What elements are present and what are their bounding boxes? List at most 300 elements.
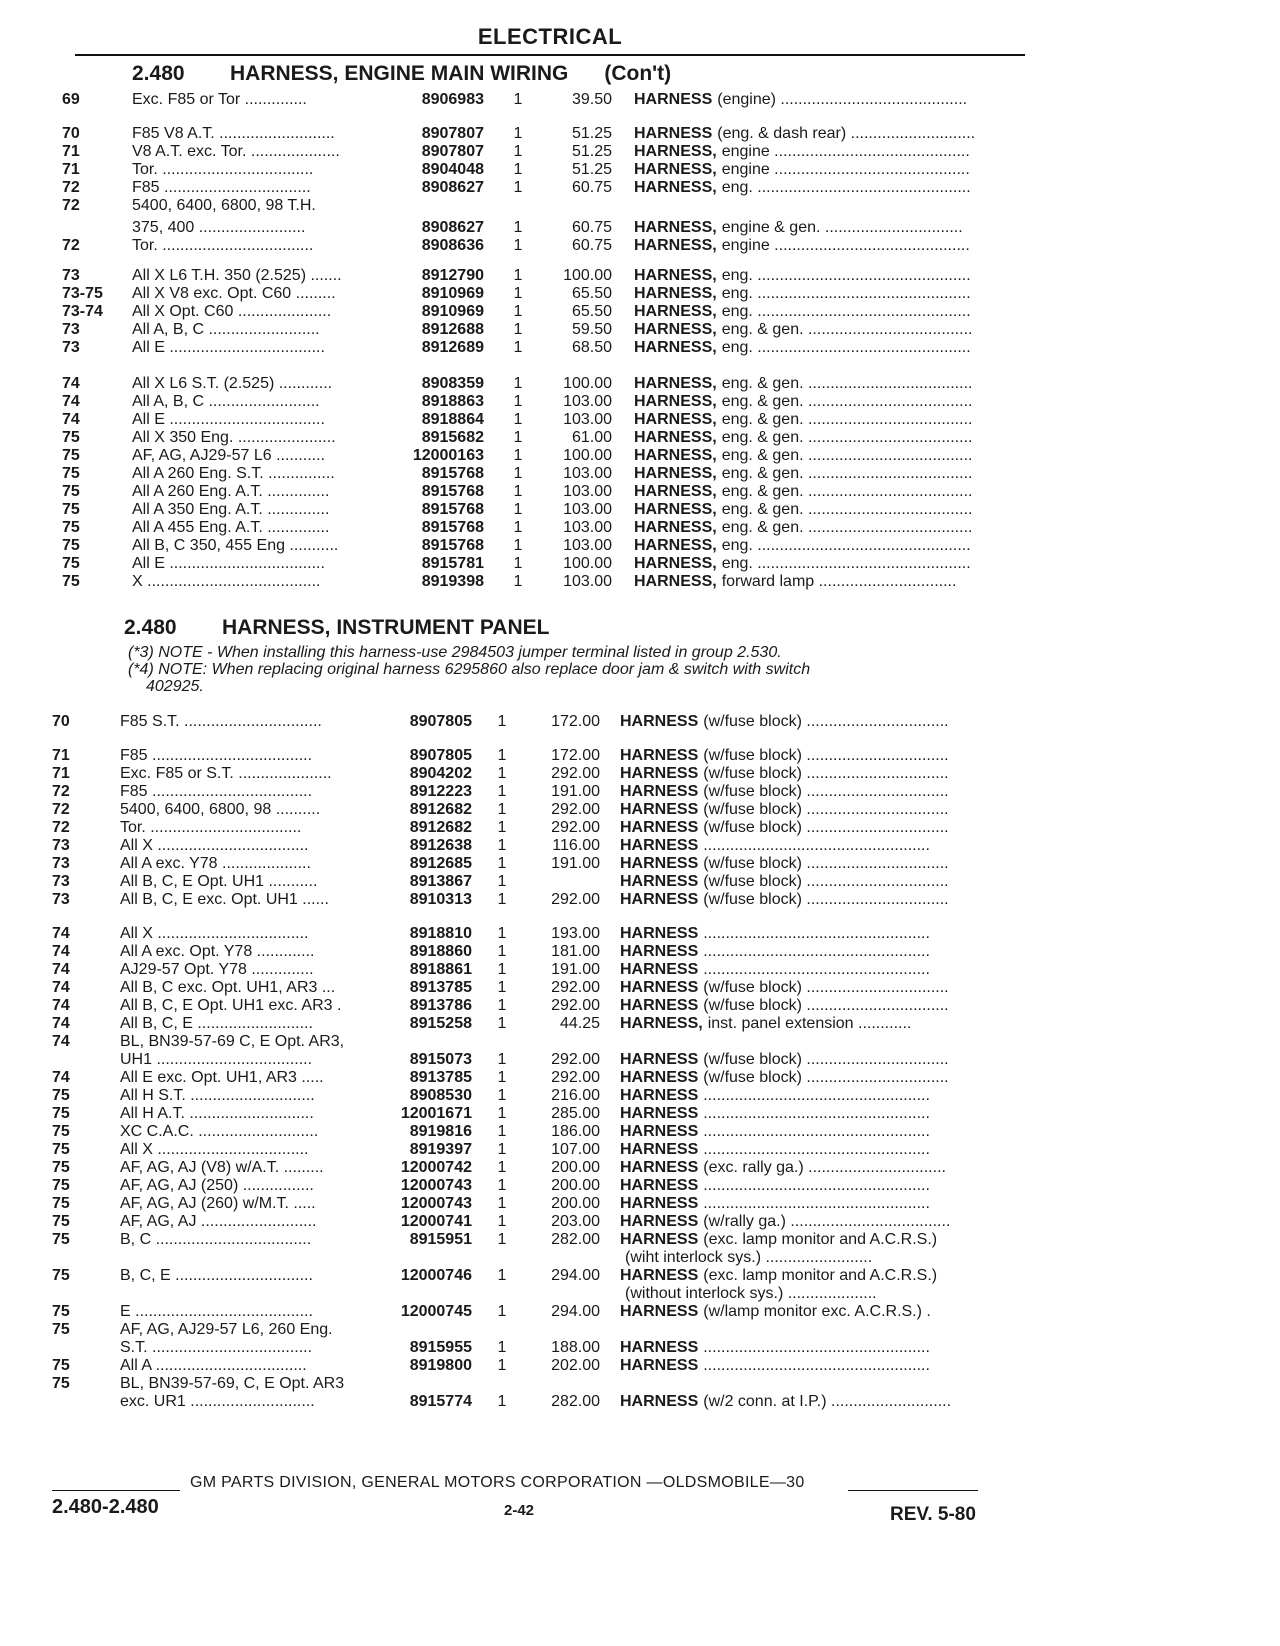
description	[634, 196, 984, 215]
part-number: 8915682	[421, 429, 484, 446]
price: 100.00	[563, 267, 612, 284]
application: Tor. ..................................	[132, 161, 314, 178]
quantity: 1	[513, 573, 523, 590]
application: XC C.A.C. ...........................	[120, 1123, 319, 1140]
table-row	[0, 1338, 1000, 1357]
quantity: 1	[497, 873, 507, 890]
description	[620, 712, 982, 731]
model-year: 73	[62, 339, 80, 356]
description-detail: ...................................................	[703, 925, 930, 942]
price: 61.00	[571, 429, 612, 446]
table-row	[0, 124, 1000, 143]
price: 285.00	[551, 1105, 600, 1122]
price: 191.00	[551, 961, 600, 978]
table-row	[0, 1356, 1000, 1375]
quantity: 1	[497, 765, 507, 782]
description-detail: forward lamp ...............................	[721, 573, 957, 590]
price: 188.00	[551, 1339, 600, 1356]
part-number: 8912790	[421, 267, 484, 284]
description-detail: (w/fuse block) ................................	[703, 873, 949, 890]
part-number: 8918810	[409, 925, 472, 942]
price: 200.00	[551, 1177, 600, 1194]
quantity: 1	[513, 375, 523, 392]
table-row	[0, 410, 1000, 429]
description-detail: eng. & gen. .....................................	[721, 465, 973, 482]
part-number: 8912689	[421, 339, 484, 356]
table-row	[0, 284, 1000, 303]
price: 60.75	[571, 219, 612, 236]
description-name: HARNESS	[620, 1069, 699, 1086]
description-detail: eng. & gen. .....................................	[721, 519, 973, 536]
description-detail: (w/rally ga.) ....................................	[703, 1213, 951, 1230]
description-detail: (w/fuse block) ................................	[703, 997, 949, 1014]
description	[620, 1122, 982, 1141]
description-detail: (w/fuse block) ................................	[703, 819, 949, 836]
description	[620, 960, 982, 979]
model-year: 75	[52, 1303, 70, 1320]
model-year: 70	[62, 125, 80, 142]
description	[620, 1212, 982, 1231]
description	[634, 446, 984, 465]
description-name: HARNESS,	[634, 393, 717, 410]
application: Exc. F85 or Tor ..............	[132, 91, 307, 108]
quantity: 1	[497, 1123, 507, 1140]
description-name: HARNESS	[620, 819, 699, 836]
quantity: 1	[513, 393, 523, 410]
application: S.T. ....................................	[120, 1339, 313, 1356]
description	[634, 142, 984, 161]
description	[634, 218, 984, 237]
description-detail: ...................................................	[703, 837, 930, 854]
table-row	[0, 518, 1000, 537]
description-detail: ...................................................	[703, 961, 930, 978]
footer-group-reference: 2.480-2.480	[52, 1496, 159, 1518]
quantity: 1	[497, 925, 507, 942]
application: Tor. ..................................	[132, 237, 314, 254]
description	[620, 1050, 982, 1069]
description-name: HARNESS,	[634, 411, 717, 428]
model-year: 73	[52, 855, 70, 872]
part-number: 8913867	[409, 873, 472, 890]
section-group-number: 2.480	[132, 62, 185, 85]
description-name: HARNESS	[620, 1159, 699, 1176]
quantity: 1	[497, 997, 507, 1014]
description	[620, 1338, 982, 1357]
model-year: 73	[52, 837, 70, 854]
model-year: 74	[52, 1015, 70, 1032]
part-number: 8915768	[421, 465, 484, 482]
application: V8 A.T. exc. Tor. ....................	[132, 143, 340, 160]
price: 292.00	[551, 819, 600, 836]
description-detail: (engine) ..........................................	[717, 91, 968, 108]
description-name: HARNESS,	[634, 519, 717, 536]
price: 292.00	[551, 1069, 600, 1086]
part-number: 8918860	[409, 943, 472, 960]
application: X .......................................	[132, 573, 321, 590]
description	[634, 410, 984, 429]
part-number: 12000745	[400, 1303, 472, 1320]
application: AF, AG, AJ29-57 L6 ...........	[132, 447, 325, 464]
part-number: 8913785	[409, 979, 472, 996]
section-group-number: 2.480	[124, 616, 177, 639]
table-row	[0, 960, 1000, 979]
description-name: HARNESS,	[634, 285, 717, 302]
part-number: 8915768	[421, 483, 484, 500]
price: 294.00	[551, 1267, 600, 1284]
description-detail: (w/fuse block) ................................	[703, 891, 949, 908]
model-year: 72	[52, 819, 70, 836]
table-row	[0, 236, 1000, 255]
model-year: 69	[62, 91, 80, 108]
table-row	[0, 746, 1000, 765]
part-number: 8913786	[409, 997, 472, 1014]
description	[620, 782, 982, 801]
price: 103.00	[563, 411, 612, 428]
part-number: 8915073	[409, 1051, 472, 1068]
table-row	[0, 160, 1000, 179]
price: 68.50	[571, 339, 612, 356]
application: All E exc. Opt. UH1, AR3 .....	[120, 1069, 324, 1086]
description-name: HARNESS,	[634, 375, 717, 392]
table-row	[0, 266, 1000, 285]
application: All X ..................................	[120, 925, 309, 942]
model-year: 74	[52, 997, 70, 1014]
quantity: 1	[513, 303, 523, 320]
table-row	[0, 890, 1000, 909]
footer-page-number: 2-42	[504, 1502, 535, 1519]
description	[620, 996, 982, 1015]
part-number: 8910969	[421, 303, 484, 320]
description-name: HARNESS	[620, 855, 699, 872]
table-row	[0, 1374, 1000, 1393]
table-row	[0, 392, 1000, 411]
quantity: 1	[497, 1267, 507, 1284]
description-name: HARNESS	[620, 997, 699, 1014]
description-detail: eng. ................................................	[721, 339, 971, 356]
description-detail: ...................................................	[703, 1087, 930, 1104]
description	[620, 764, 982, 783]
application: All B, C, E Opt. UH1 exc. AR3 .	[120, 997, 342, 1014]
description	[620, 1158, 982, 1177]
quantity: 1	[513, 465, 523, 482]
quantity: 1	[513, 519, 523, 536]
description-name: HARNESS	[620, 837, 699, 854]
price: 186.00	[551, 1123, 600, 1140]
application: All A, B, C .........................	[132, 393, 320, 410]
price: 172.00	[551, 713, 600, 730]
description-detail: ...................................................	[703, 1177, 930, 1194]
part-number: 12000742	[400, 1159, 472, 1176]
description-detail: engine ............................................	[721, 237, 970, 254]
table-row	[0, 218, 1000, 237]
model-year: 75	[52, 1195, 70, 1212]
description-name: HARNESS,	[634, 267, 717, 284]
quantity: 1	[497, 961, 507, 978]
model-year: 75	[52, 1231, 70, 1248]
description-detail: engine ............................................	[721, 161, 970, 178]
price: 103.00	[563, 537, 612, 554]
model-year: 75	[52, 1087, 70, 1104]
price: 100.00	[563, 375, 612, 392]
model-year: 71	[52, 765, 70, 782]
description	[620, 1392, 982, 1411]
description-detail: (w/fuse block) ................................	[703, 783, 949, 800]
description-name: HARNESS	[620, 1123, 699, 1140]
part-number: 12000743	[400, 1195, 472, 1212]
description	[620, 1248, 982, 1267]
description-name: HARNESS,	[634, 219, 717, 236]
quantity: 1	[497, 1357, 507, 1374]
quantity: 1	[513, 125, 523, 142]
part-number: 8915781	[421, 555, 484, 572]
description-detail: ...................................................	[703, 943, 930, 960]
description-detail: (exc. lamp monitor and A.C.R.S.)	[703, 1267, 938, 1284]
model-year: 75	[62, 537, 80, 554]
table-row	[0, 1086, 1000, 1105]
part-number: 8915768	[421, 519, 484, 536]
part-number: 8907807	[421, 125, 484, 142]
description-name: HARNESS	[620, 1141, 699, 1158]
table-row	[0, 320, 1000, 339]
description-name: HARNESS	[620, 961, 699, 978]
model-year: 74	[52, 1033, 70, 1050]
application: All B, C, E exc. Opt. UH1 ......	[120, 891, 329, 908]
part-number: 8919816	[409, 1123, 472, 1140]
quantity: 1	[497, 1195, 507, 1212]
description	[620, 1230, 982, 1249]
model-year: 71	[62, 143, 80, 160]
part-number: 8915258	[409, 1015, 472, 1032]
quantity: 1	[497, 1069, 507, 1086]
table-row	[0, 1032, 1000, 1051]
application: AF, AG, AJ (260) w/M.T. .....	[120, 1195, 316, 1212]
application: F85 ....................................	[120, 783, 313, 800]
description-name: HARNESS	[620, 873, 699, 890]
table-row	[0, 1212, 1000, 1231]
table-row	[0, 554, 1000, 573]
model-year: 72	[62, 237, 80, 254]
description-detail: eng. ................................................	[721, 555, 971, 572]
application: 5400, 6400, 6800, 98 ..........	[120, 801, 321, 818]
model-year: 73	[62, 267, 80, 284]
table-row	[0, 872, 1000, 891]
application: All B, C 350, 455 Eng ...........	[132, 537, 339, 554]
application: All A 455 Eng. A.T. ..............	[132, 519, 330, 536]
description	[634, 320, 984, 339]
application: All E ...................................	[132, 411, 325, 428]
model-year: 72	[52, 801, 70, 818]
part-number: 12000746	[400, 1267, 472, 1284]
table-row	[0, 1014, 1000, 1033]
table-row	[0, 1140, 1000, 1159]
quantity: 1	[497, 1051, 507, 1068]
description-name: HARNESS,	[634, 501, 717, 518]
model-year: 75	[62, 429, 80, 446]
description-detail: (w/2 conn. at I.P.) ...........................	[703, 1393, 952, 1410]
description	[620, 836, 982, 855]
description-detail: eng. & gen. .....................................	[721, 429, 973, 446]
part-number: 12001671	[400, 1105, 472, 1122]
description-name: HARNESS,	[634, 429, 717, 446]
application: All X ..................................	[120, 1141, 309, 1158]
description-detail: (w/fuse block) ................................	[703, 1051, 949, 1068]
description-name: HARNESS	[620, 713, 699, 730]
part-number: 12000163	[412, 447, 484, 464]
model-year: 75	[52, 1375, 70, 1392]
part-number: 8904202	[409, 765, 472, 782]
table-row	[0, 464, 1000, 483]
description-detail: eng. ................................................	[721, 285, 971, 302]
table-row	[0, 1068, 1000, 1087]
table-row	[0, 978, 1000, 997]
application: AF, AG, AJ29-57 L6, 260 Eng.	[120, 1321, 333, 1338]
model-year: 75	[52, 1213, 70, 1230]
quantity: 1	[513, 161, 523, 178]
description-detail: ...................................................	[703, 1357, 930, 1374]
description-detail: eng. & gen. .....................................	[721, 447, 973, 464]
part-number: 8915768	[421, 537, 484, 554]
application: All X ..................................	[120, 837, 309, 854]
description	[620, 818, 982, 837]
part-number: 8912682	[409, 819, 472, 836]
description-name: HARNESS,	[634, 303, 717, 320]
table-row	[0, 1050, 1000, 1069]
model-year: 75	[52, 1123, 70, 1140]
model-year: 75	[52, 1357, 70, 1374]
price: 103.00	[563, 501, 612, 518]
description	[634, 338, 984, 357]
application: BL, BN39-57-69, C, E Opt. AR3	[120, 1375, 345, 1392]
quantity: 1	[497, 855, 507, 872]
price: 51.25	[571, 161, 612, 178]
quantity: 1	[497, 783, 507, 800]
description-name: HARNESS	[620, 1393, 699, 1410]
model-year: 71	[52, 747, 70, 764]
part-number: 8912638	[409, 837, 472, 854]
table-row	[0, 1158, 1000, 1177]
quantity: 1	[497, 837, 507, 854]
part-number: 8919398	[421, 573, 484, 590]
description-name: HARNESS	[620, 1339, 699, 1356]
model-year: 72	[52, 783, 70, 800]
price: 116.00	[552, 837, 600, 854]
application: AJ29-57 Opt. Y78 ..............	[120, 961, 314, 978]
application: AF, AG, AJ (V8) w/A.T. .........	[120, 1159, 324, 1176]
table-row	[0, 1176, 1000, 1195]
description-name: HARNESS,	[634, 483, 717, 500]
quantity: 1	[497, 1159, 507, 1176]
quantity: 1	[497, 1393, 507, 1410]
application: AF, AG, AJ (250) ................	[120, 1177, 314, 1194]
quantity: 1	[513, 411, 523, 428]
description	[634, 554, 984, 573]
part-number: 8912688	[421, 321, 484, 338]
model-year: 74	[62, 375, 80, 392]
page-title: ELECTRICAL	[477, 24, 623, 49]
application: F85 S.T. ...............................	[120, 713, 322, 730]
price: 100.00	[563, 555, 612, 572]
description	[634, 178, 984, 197]
description	[634, 284, 984, 303]
table-row	[0, 836, 1000, 855]
description-name: HARNESS	[634, 91, 713, 108]
model-year: 75	[62, 519, 80, 536]
quantity: 1	[497, 979, 507, 996]
part-number: 8915955	[409, 1339, 472, 1356]
quantity: 1	[497, 1303, 507, 1320]
section-title: HARNESS, ENGINE MAIN WIRING	[230, 62, 569, 85]
part-number: 8918864	[421, 411, 484, 428]
part-number: 8906983	[421, 91, 484, 108]
application: All A 260 Eng. A.T. ..............	[132, 483, 330, 500]
section-notes	[128, 644, 988, 695]
quantity: 1	[497, 891, 507, 908]
description	[620, 1320, 982, 1339]
model-year: 74	[52, 943, 70, 960]
description	[634, 392, 984, 411]
price: 51.25	[571, 125, 612, 142]
description	[634, 90, 984, 109]
price: 200.00	[551, 1159, 600, 1176]
quantity: 1	[513, 267, 523, 284]
part-number: 8915774	[409, 1393, 472, 1410]
description	[620, 1374, 982, 1393]
description-detail: eng. & gen. .....................................	[721, 375, 973, 392]
application: F85 .................................	[132, 179, 311, 196]
description-name: HARNESS,	[634, 321, 717, 338]
quantity: 1	[513, 429, 523, 446]
price: 292.00	[551, 979, 600, 996]
quantity: 1	[513, 447, 523, 464]
description-detail: (wiht interlock sys.) ........................	[625, 1249, 873, 1266]
description	[634, 160, 984, 179]
description-name: HARNESS	[620, 1087, 699, 1104]
description-name: HARNESS	[620, 801, 699, 818]
table-row	[0, 536, 1000, 555]
model-year: 74	[52, 979, 70, 996]
quantity: 1	[497, 1339, 507, 1356]
quantity: 1	[497, 1141, 507, 1158]
quantity: 1	[497, 747, 507, 764]
quantity: 1	[497, 1087, 507, 1104]
description-name: HARNESS	[620, 1195, 699, 1212]
table-row	[0, 572, 1000, 591]
description-name: HARNESS	[620, 1105, 699, 1122]
description	[620, 890, 982, 909]
part-number: 8915768	[421, 501, 484, 518]
description-detail: eng. ................................................	[721, 303, 971, 320]
description	[620, 924, 982, 943]
table-row	[0, 782, 1000, 801]
description-detail: eng. & gen. .....................................	[721, 483, 973, 500]
part-number: 8907807	[421, 143, 484, 160]
table-row	[0, 1104, 1000, 1123]
description	[620, 1284, 982, 1303]
part-number: 8907805	[409, 747, 472, 764]
description-name: HARNESS,	[634, 339, 717, 356]
price: 191.00	[551, 855, 600, 872]
quantity: 1	[497, 1213, 507, 1230]
description-name: HARNESS,	[634, 537, 717, 554]
table-row	[0, 1266, 1000, 1285]
description	[634, 124, 984, 143]
table-row	[0, 446, 1000, 465]
quantity: 1	[513, 285, 523, 302]
description	[634, 500, 984, 519]
application: All E ...................................	[132, 555, 325, 572]
description-detail: ...................................................	[703, 1195, 930, 1212]
description	[620, 1014, 982, 1033]
